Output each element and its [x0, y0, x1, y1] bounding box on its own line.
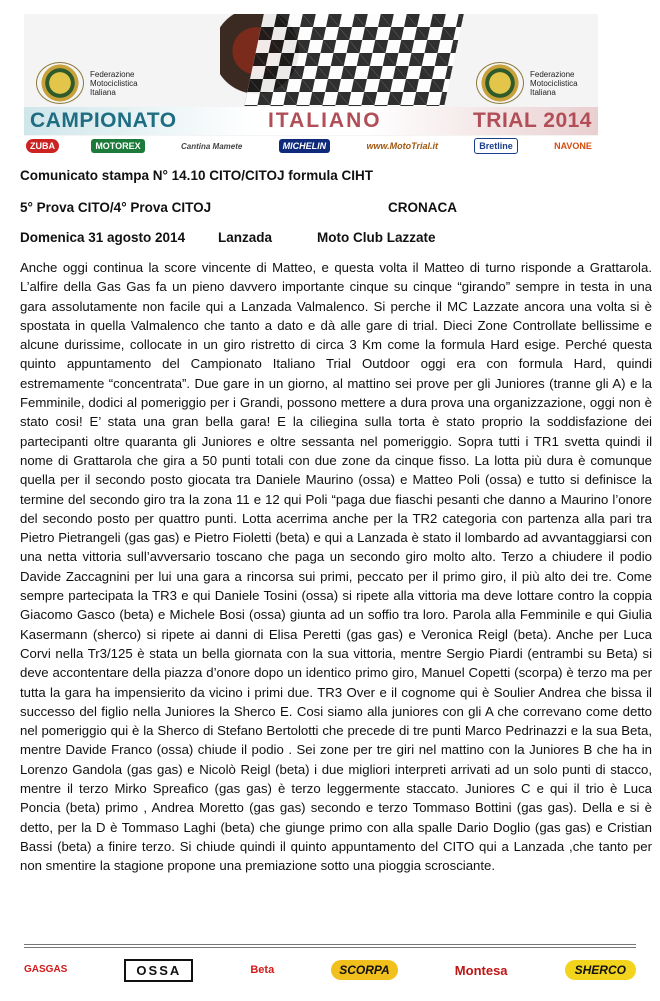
- title-campionato: CAMPIONATO: [30, 109, 177, 132]
- event-date: Domenica 31 agosto 2014: [20, 230, 186, 245]
- scorpa-logo: SCORPA: [331, 960, 397, 980]
- sponsor-logo: MICHELIN: [279, 139, 331, 153]
- section-label: CRONACA: [388, 200, 457, 215]
- fmi-logo-left: [36, 62, 160, 104]
- beta-logo: Beta: [250, 964, 275, 976]
- sponsor-strip: [24, 136, 598, 156]
- title-italiano: ITALIANO: [267, 109, 382, 132]
- article-body: Anche oggi continua la score vincente di Matteo, e questa volta il Matteo di turno risponde a Grattarola. L’alfire della Gas Gas fa un pieno davvero importante cinque su cinque “girando” sempre in testa in una gara assolutamente non facile qui a Lanzada Valmalenco. Si perche il MC Lazzate ancora una volta si è spostata in quella Valmalenco che tanto a dato e dà alle gare di trial. Dieci Zone Controllate bellissime e alcune durissime, collocate in un giro ristretto di circa 3 Km come la formula Hard esige. Perché questa quinto appuntamento del Campionato Italiano Trial Outdoor oggi era con formula Hard, quindi estremamente “concentrata”. Due gare in un giorno, al mattino sei prove per gli Juniores (tranne gli A) e la Femminile, dodici al pomeriggio per i Grandi, possono mettere a dura prova una organizzazione, oggi non è stato cosi! E’ stata una gran bella gara! E la ciliegina sulla torta è stato proprio la soddisfazione dei partecipanti oltre quaranta gli Juniores e oltre sessanta nel pomeriggio. Sopra tutti i TR1 svetta quindi il nome di Grattarola che gira a 50 punti totali con due zone da cinque fisso. La lotta più dura è comunque quella per il secondo posto giocata tra Daniele Maurino (ossa) e Matteo Poli (ossa) e tutto si definisce la termine del secondo giro tra la zona 11 e 12 qui Poli “paga due fiaschi pesanti che danno a Maurino l’onore del secondo posto per quattro punti. Lotta acerrima anche per la TR2 categoria con partenza alla pari tra Pietro Pietrangeli (gas gas) e Pietro Fioletti (beta) e qui a Lanzada è stato il lombardo ad avvantaggiarsi con una netta vittoria sull’avversario toscano che paga un secondo giro molto alto. Terzo a chiudere il podio Davide Zaccagnini per lui una gara a rincorsa sui primi, peccato per il primo giro, il più alto dei tre. Come sempre partecipata la TR3 e qui Daniele Tosini (ossa) si ripete alla vittoria ma deve lottare contro la coppia Giacomo Gasco (beta) e Michele Bosi (ossa) giunta ad un soffio tra loro. Parola alla Femminile e qui Giulia Kasermann (sherco) si ripete ai danni di Elisa Peretti (gas gas) e Veronica Reigl (beta). Anche per Luca Corvi nella Tr3/125 è stata un bella giornata con la sua vittoria, mentre Sergio Piardi (entrambi su Beta) si deve accontentare della piazza d’onore dopo un identico primo giro, Manuel Copetti (scorpa) è terzo ma per tutta la gara ha impensierito da vicino i primi due. TR3 Over e il cognome qui è Soulier Andrea che bissa il successo del figlio nella Juniores la Sherco E. Cosi siamo alla juniores con gli A che correvano come detto nel pomeriggio qui è la Sherco di Stefano Bertolotti che precede di tre punti Marco Pedrinazzi e la sua Beta, mentre Davide Franco (ossa) chiude il podio . Sei zone per tre giri nel mattino con la Juniores B che ha in Lorenzo Gandola (gas gas) e Nicolò Reigl (beta) i due migliori interpreti arrivati ad un solo punti di stacco, mentre il terzo Mirko Spreafico (gas gas) è terzo leggermente staccato. Juniores C e qui il trio è Luca Poncia (beta) primo , Andrea Moretto (gas gas) secondo e terzo Tommaso Bottini (gas gas). Della e si è detto, per la D è Tommaso Laghi (beta) che giunge primo con alla spalle Dario Doglio (gas gas) e Cristian Bassi (beta) a finire terzo. Si chiude quindi il quinto appuntamento del CITO qui a Lanzada ,che tanto per non smentire la stagione propone una premiazione sotto una pioggia scrosciante.: [20, 260, 652, 874]
- championship-title: [24, 107, 598, 135]
- event-club: Moto Club Lazzate: [317, 230, 436, 245]
- sponsor-logo: NAVONE: [554, 141, 592, 151]
- brand-footer: [24, 952, 636, 988]
- fmi-logo-right: [476, 62, 598, 104]
- gasgas-logo: GASGAS: [24, 964, 68, 975]
- sponsor-logo: ZUBA: [26, 139, 59, 153]
- event-round: 5° Prova CITO/4° Prova CITOJ: [20, 200, 212, 215]
- title-trial-2014: TRIAL 2014: [472, 109, 592, 132]
- sherco-logo: SHERCO: [565, 960, 636, 980]
- montesa-logo: Montesa: [454, 962, 508, 978]
- sponsor-logo: Cantina Mamete: [180, 141, 243, 151]
- fmi-name-left: Federazione Motociclistica Italiana: [90, 69, 138, 97]
- header-banner: [24, 14, 598, 156]
- fmi-name-right: Federazione Motociclistica Italiana: [530, 69, 578, 97]
- ossa-logo: OSSA: [124, 959, 193, 982]
- footer-divider: [24, 947, 636, 948]
- sponsor-logo: www.MotoTrial.it: [366, 141, 438, 151]
- fmi-emblem-icon: [476, 62, 524, 104]
- sponsor-logo: MOTOREX: [91, 139, 144, 153]
- press-release-title: Comunicato stampa N° 14.10 CITO/CITOJ formula CIHT: [20, 168, 373, 183]
- event-place: Lanzada: [218, 230, 273, 245]
- fmi-emblem-icon: [36, 62, 84, 104]
- footer-divider: [24, 944, 636, 945]
- checkered-flag: [244, 14, 464, 106]
- sponsor-logo: Bretline: [474, 138, 518, 154]
